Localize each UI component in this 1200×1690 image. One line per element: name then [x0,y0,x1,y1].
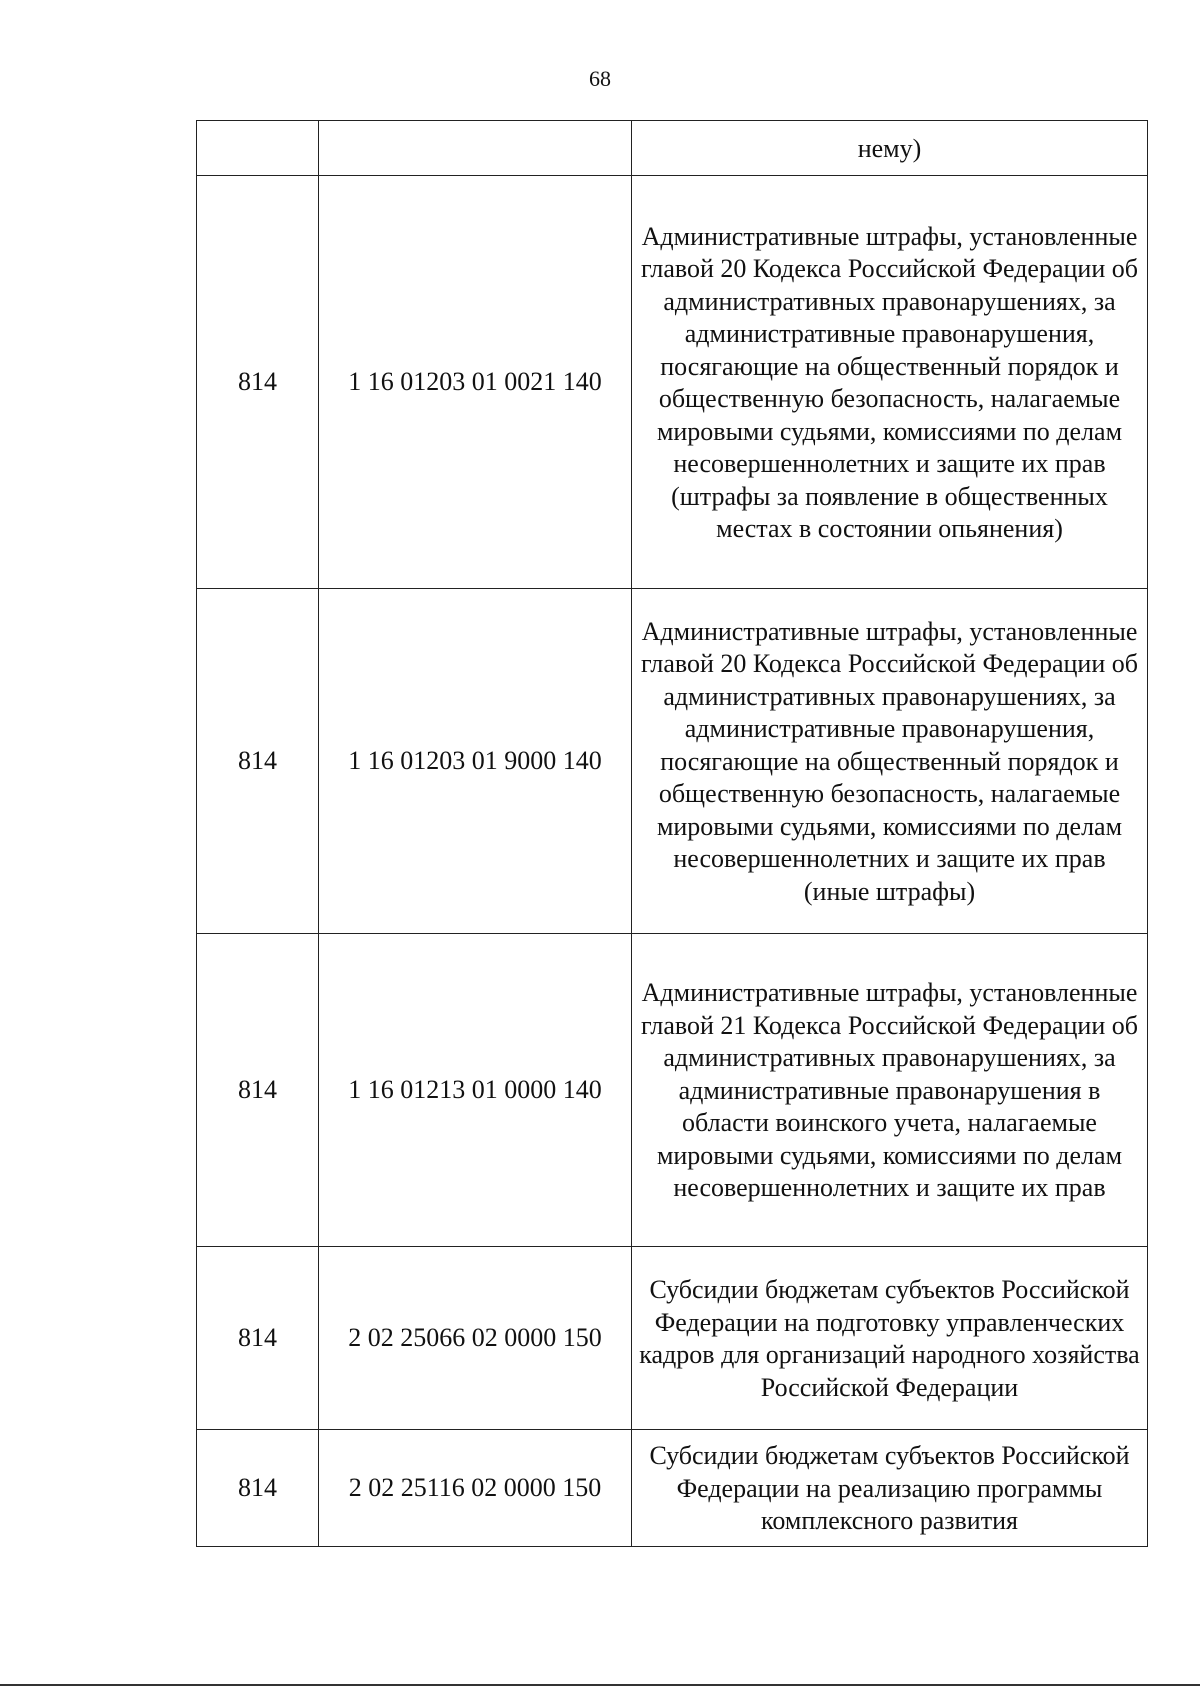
kbk-code-cell [319,121,632,176]
table-row [197,589,1148,934]
budget-classification-table [196,120,1148,1547]
admin-code-cell: 814 [197,589,319,934]
description-cell: Административные штрафы, установленные главой 20 Кодекса Российской Федерации об административных правонарушениях, за административные правонарушения, посягающие на общественный порядок и общественную безопасность, налагаемые мировыми судьями, комиссиями по делам несовершеннолетних и защите их прав (штрафы за появление в общественных местах в состоянии опьянения) [632,176,1148,589]
page-bottom-divider [0,1684,1200,1686]
table-row [197,1430,1148,1547]
description-cell: Административные штрафы, установленные главой 20 Кодекса Российской Федерации об административных правонарушениях, за административные правонарушения, посягающие на общественный порядок и общественную безопасность, налагаемые мировыми судьями, комиссиями по делам несовершеннолетних и защите их прав (иные штрафы) [632,589,1148,934]
table-row [197,1247,1148,1430]
kbk-code-cell: 2 02 25066 02 0000 150 [319,1247,632,1430]
description-cell: нему) [632,121,1148,176]
admin-code-cell: 814 [197,1247,319,1430]
table-row [197,934,1148,1247]
kbk-code-cell: 1 16 01203 01 9000 140 [319,589,632,934]
admin-code-cell: 814 [197,1430,319,1547]
kbk-code-cell: 1 16 01203 01 0021 140 [319,176,632,589]
admin-code-cell: 814 [197,934,319,1247]
kbk-code-cell: 1 16 01213 01 0000 140 [319,934,632,1247]
description-cell: Субсидии бюджетам субъектов Российской Федерации на реализацию программы комплексного развития [632,1430,1148,1547]
table-row [197,176,1148,589]
admin-code-cell [197,121,319,176]
description-cell: Субсидии бюджетам субъектов Российской Федерации на подготовку управленческих кадров для организаций народного хозяйства Российской Федерации [632,1247,1148,1430]
admin-code-cell: 814 [197,176,319,589]
description-cell: Административные штрафы, установленные главой 21 Кодекса Российской Федерации об административных правонарушениях, за административные правонарушения в области воинского учета, налагаемые мировыми судьями, комиссиями по делам несовершеннолетних и защите их прав [632,934,1148,1247]
table-row [197,121,1148,176]
kbk-code-cell: 2 02 25116 02 0000 150 [319,1430,632,1547]
page-number: 68 [589,66,611,91]
